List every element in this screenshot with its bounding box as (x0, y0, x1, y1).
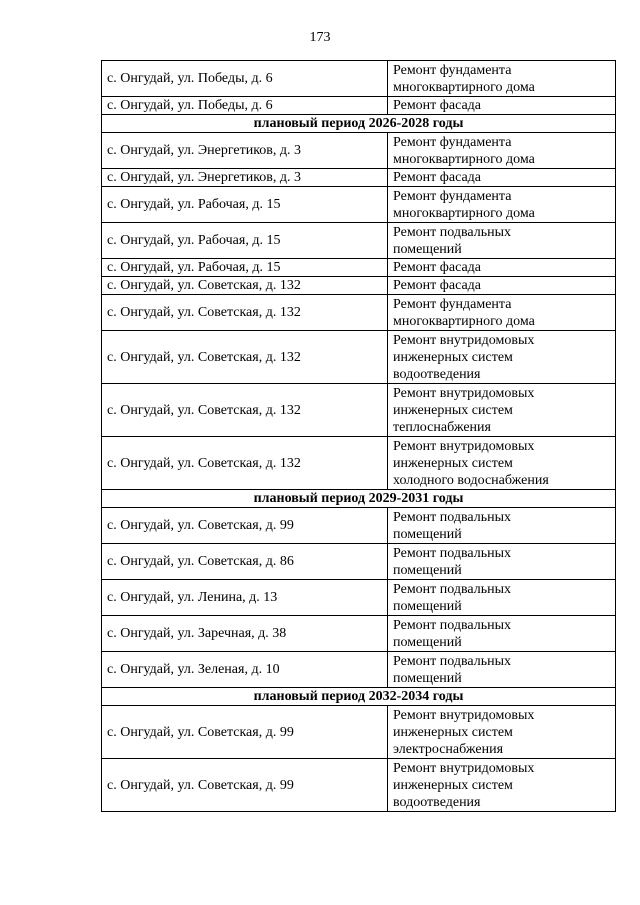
work-type-cell: Ремонт фундамента многоквартирного дома (388, 133, 616, 169)
period-header-row (102, 115, 616, 133)
period-header-row (102, 688, 616, 706)
work-type-cell: Ремонт внутридомовых инженерных систем теплоснабжения (388, 384, 616, 437)
address-cell: с. Онгудай, ул. Советская, д. 132 (102, 437, 388, 490)
period-header-row (102, 490, 616, 508)
table-row (102, 187, 616, 223)
work-type-cell: Ремонт подвальных помещений (388, 580, 616, 616)
address-cell: с. Онгудай, ул. Рабочая, д. 15 (102, 259, 388, 277)
table-row (102, 331, 616, 384)
address-cell: с. Онгудай, ул. Энергетиков, д. 3 (102, 133, 388, 169)
work-type-cell: Ремонт фундамента многоквартирного дома (388, 295, 616, 331)
table-row (102, 97, 616, 115)
work-type-cell: Ремонт подвальных помещений (388, 652, 616, 688)
address-cell: с. Онгудай, ул. Советская, д. 99 (102, 759, 388, 812)
table-row (102, 616, 616, 652)
period-header: плановый период 2026-2028 годы (102, 115, 616, 133)
table-row (102, 580, 616, 616)
address-cell: с. Онгудай, ул. Советская, д. 86 (102, 544, 388, 580)
address-cell: с. Онгудай, ул. Рабочая, д. 15 (102, 223, 388, 259)
work-type-cell: Ремонт подвальных помещений (388, 223, 616, 259)
table-row (102, 223, 616, 259)
work-type-cell: Ремонт подвальных помещений (388, 508, 616, 544)
table-row (102, 759, 616, 812)
period-header: плановый период 2032-2034 годы (102, 688, 616, 706)
address-cell: с. Онгудай, ул. Советская, д. 132 (102, 331, 388, 384)
address-cell: с. Онгудай, ул. Советская, д. 99 (102, 706, 388, 759)
table-row (102, 277, 616, 295)
address-cell: с. Онгудай, ул. Победы, д. 6 (102, 61, 388, 97)
table-row (102, 508, 616, 544)
page-number: 173 (309, 30, 331, 45)
table-row (102, 133, 616, 169)
work-type-cell: Ремонт внутридомовых инженерных систем холодного водоснабжения (388, 437, 616, 490)
address-cell: с. Онгудай, ул. Заречная, д. 38 (102, 616, 388, 652)
work-type-cell: Ремонт фасада (388, 97, 616, 115)
work-type-cell: Ремонт фасада (388, 277, 616, 295)
table-row (102, 61, 616, 97)
works-table (101, 60, 616, 812)
address-cell: с. Онгудай, ул. Рабочая, д. 15 (102, 187, 388, 223)
work-type-cell: Ремонт внутридомовых инженерных систем водоотведения (388, 331, 616, 384)
address-cell: с. Онгудай, ул. Советская, д. 99 (102, 508, 388, 544)
address-cell: с. Онгудай, ул. Зеленая, д. 10 (102, 652, 388, 688)
table-row (102, 169, 616, 187)
table-row (102, 706, 616, 759)
table-row (102, 652, 616, 688)
period-header: плановый период 2029-2031 годы (102, 490, 616, 508)
address-cell: с. Онгудай, ул. Энергетиков, д. 3 (102, 169, 388, 187)
work-type-cell: Ремонт подвальных помещений (388, 616, 616, 652)
address-cell: с. Онгудай, ул. Ленина, д. 13 (102, 580, 388, 616)
work-type-cell: Ремонт подвальных помещений (388, 544, 616, 580)
work-type-cell: Ремонт фасада (388, 259, 616, 277)
table-row (102, 384, 616, 437)
work-type-cell: Ремонт фундамента многоквартирного дома (388, 61, 616, 97)
address-cell: с. Онгудай, ул. Советская, д. 132 (102, 384, 388, 437)
work-type-cell: Ремонт внутридомовых инженерных систем электроснабжения (388, 706, 616, 759)
table-row (102, 544, 616, 580)
work-type-cell: Ремонт фундамента многоквартирного дома (388, 187, 616, 223)
table-row (102, 259, 616, 277)
address-cell: с. Онгудай, ул. Победы, д. 6 (102, 97, 388, 115)
table-row (102, 295, 616, 331)
work-type-cell: Ремонт фасада (388, 169, 616, 187)
works-table-body (102, 61, 616, 812)
address-cell: с. Онгудай, ул. Советская, д. 132 (102, 295, 388, 331)
work-type-cell: Ремонт внутридомовых инженерных систем водоотведения (388, 759, 616, 812)
table-row (102, 437, 616, 490)
address-cell: с. Онгудай, ул. Советская, д. 132 (102, 277, 388, 295)
